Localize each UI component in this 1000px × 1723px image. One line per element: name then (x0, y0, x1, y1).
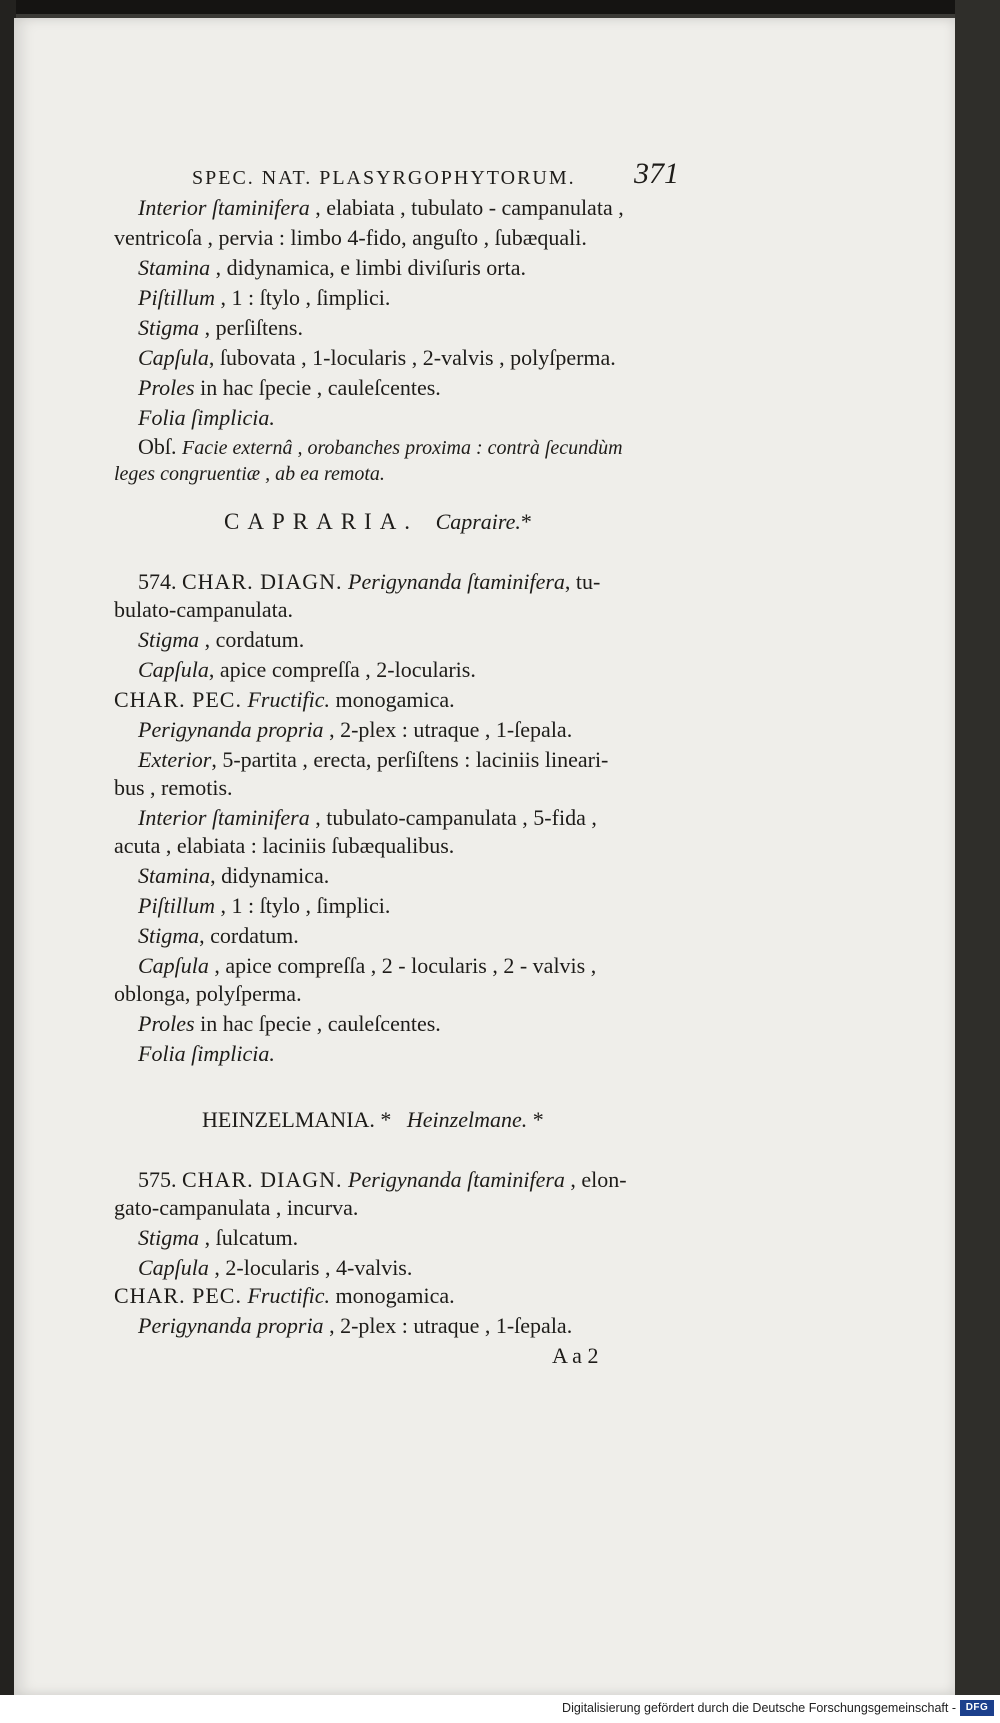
text-line: CHAR. PEC. Fructific. monogamica. (114, 1283, 455, 1308)
text-line: Stamina , didynamica, e limbi diviſuris orta. (138, 255, 527, 280)
signature-mark: A a 2 (552, 1343, 599, 1368)
genus-heading: CAPRARIA. Capraire.* (224, 509, 532, 534)
text-line: Folia ſimplicia. (138, 1041, 275, 1066)
text-line: Perigynanda propria , 2-plex : utraque , 1-ſepala. (138, 717, 573, 742)
text-line: Proles in hac ſpecie , cauleſcentes. (138, 1011, 441, 1036)
text-line: Capſula, ſubovata , 1-locularis , 2-valvis , polyſperma. (138, 345, 616, 370)
text-line: CHAR. PEC. Fructific. monogamica. (114, 687, 455, 712)
text-line: Stamina, didynamica. (138, 863, 330, 888)
text-line: Capſula , apice compreſſa , 2 - locularis , 2 - valvis , (138, 953, 597, 978)
observation-line: Obſ. Facie externâ , orobanches proxima : contrà ſecundùm (138, 434, 623, 459)
text-line: Stigma , cordatum. (138, 627, 305, 652)
footer-strip (0, 1695, 1000, 1723)
text-line: bulato-campanulata. (114, 597, 293, 622)
text-line: Stigma , ſulcatum. (138, 1225, 299, 1250)
scan-top-edge (0, 0, 1000, 14)
text-line: Interior ſtaminifera , elabiata , tubulato - campanulata , (138, 195, 624, 220)
page-number: 371 (634, 157, 679, 190)
text-line: gato-campanulata , incurva. (114, 1195, 359, 1220)
digitization-credit: Digitalisierung gefördert durch die Deutsche Forschungsgemeinschaft - (562, 1701, 956, 1715)
text-line: Stigma, cordatum. (138, 923, 299, 948)
text-line: Proles in hac ſpecie , cauleſcentes. (138, 375, 441, 400)
text-line: Folia ſimplicia. (138, 405, 275, 430)
text-line: Capſula , 2-locularis , 4-valvis. (138, 1255, 413, 1280)
observation-line: leges congruentiæ , ab ea remota. (114, 463, 385, 485)
text-line: 575. CHAR. DIAGN. Perigynanda ſtaminifera , elon- (138, 1167, 627, 1192)
running-head: SPEC. NAT. PLASYRGOPHYTORUM. (192, 167, 576, 189)
text-line: 574. CHAR. DIAGN. Perigynanda ſtaminifera, tu- (138, 569, 601, 594)
text-line: Stigma , perſiſtens. (138, 315, 303, 340)
text-line: oblonga, polyſperma. (114, 981, 302, 1006)
text-line: ventricoſa , pervia : limbo 4-fido, anguſto , ſubæquali. (114, 225, 587, 250)
dfg-logo[interactable]: DFG (960, 1700, 994, 1716)
text-line: Interior ſtaminifera , tubulato-campanulata , 5-fida , (138, 805, 597, 830)
text-line: Piſtillum , 1 : ſtylo , ſimplici. (138, 893, 391, 918)
text-line: acuta , elabiata : laciniis ſubæqualibus. (114, 833, 455, 858)
book-page (14, 18, 955, 1695)
genus-heading: HEINZELMANIA. * Heinzelmane. * (202, 1107, 544, 1132)
text-line: Exterior, 5-partita , erecta, perſiſtens : laciniis lineari- (138, 747, 609, 772)
text-line: bus , remotis. (114, 775, 233, 800)
text-line: Capſula, apice compreſſa , 2-locularis. (138, 657, 476, 682)
text-line: Piſtillum , 1 : ſtylo , ſimplici. (138, 285, 391, 310)
scan-right-edge (955, 0, 1000, 1695)
text-line: Perigynanda propria , 2-plex : utraque , 1-ſepala. (138, 1313, 573, 1338)
